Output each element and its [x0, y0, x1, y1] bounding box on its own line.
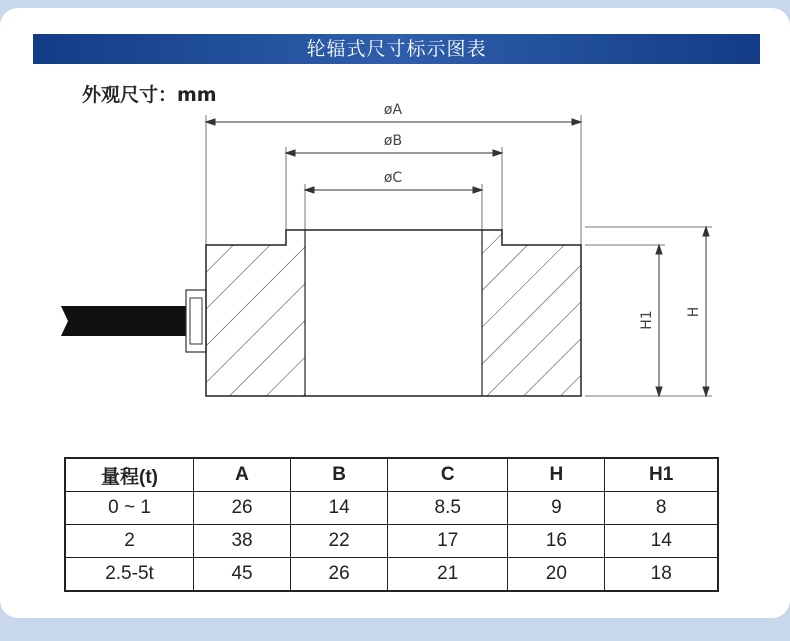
cell-a: 26	[194, 492, 291, 525]
header-h: H	[508, 458, 605, 492]
cell-a: 38	[194, 525, 291, 558]
cell-b: 14	[291, 492, 388, 525]
header-range: 量程(t)	[65, 458, 194, 492]
cell-a: 45	[194, 558, 291, 592]
header-c: C	[388, 458, 508, 492]
cell-c: 17	[388, 525, 508, 558]
cable	[61, 290, 206, 352]
cell-b: 26	[291, 558, 388, 592]
cell-range: 2.5-5t	[65, 558, 194, 592]
cell-h: 9	[508, 492, 605, 525]
header-b: B	[291, 458, 388, 492]
cell-range: 2	[65, 525, 194, 558]
dim-label-h1: H1	[639, 310, 655, 330]
cell-range: 0 ~ 1	[65, 492, 194, 525]
dim-label-b: øB	[383, 133, 403, 149]
table-row	[65, 525, 718, 558]
dimension-table	[64, 457, 719, 592]
cell-h1: 18	[605, 558, 718, 592]
dim-label-c: øC	[383, 170, 403, 186]
cell-h: 20	[508, 558, 605, 592]
cell-h1: 14	[605, 525, 718, 558]
dim-label-a: øA	[383, 102, 403, 118]
cell-c: 8.5	[388, 492, 508, 525]
table-row	[65, 558, 718, 592]
header-h1: H1	[605, 458, 718, 492]
dim-label-h: H	[686, 306, 702, 318]
table-row	[65, 492, 718, 525]
banner-title: 轮辐式尺寸标示图表	[33, 34, 760, 64]
cell-h1: 8	[605, 492, 718, 525]
cell-c: 21	[388, 558, 508, 592]
sensor-body	[206, 230, 581, 396]
cell-h: 16	[508, 525, 605, 558]
cell-b: 22	[291, 525, 388, 558]
dimension-unit-label: 外观尺寸：mm	[82, 84, 217, 106]
table-header-row	[65, 458, 718, 492]
header-a: A	[194, 458, 291, 492]
